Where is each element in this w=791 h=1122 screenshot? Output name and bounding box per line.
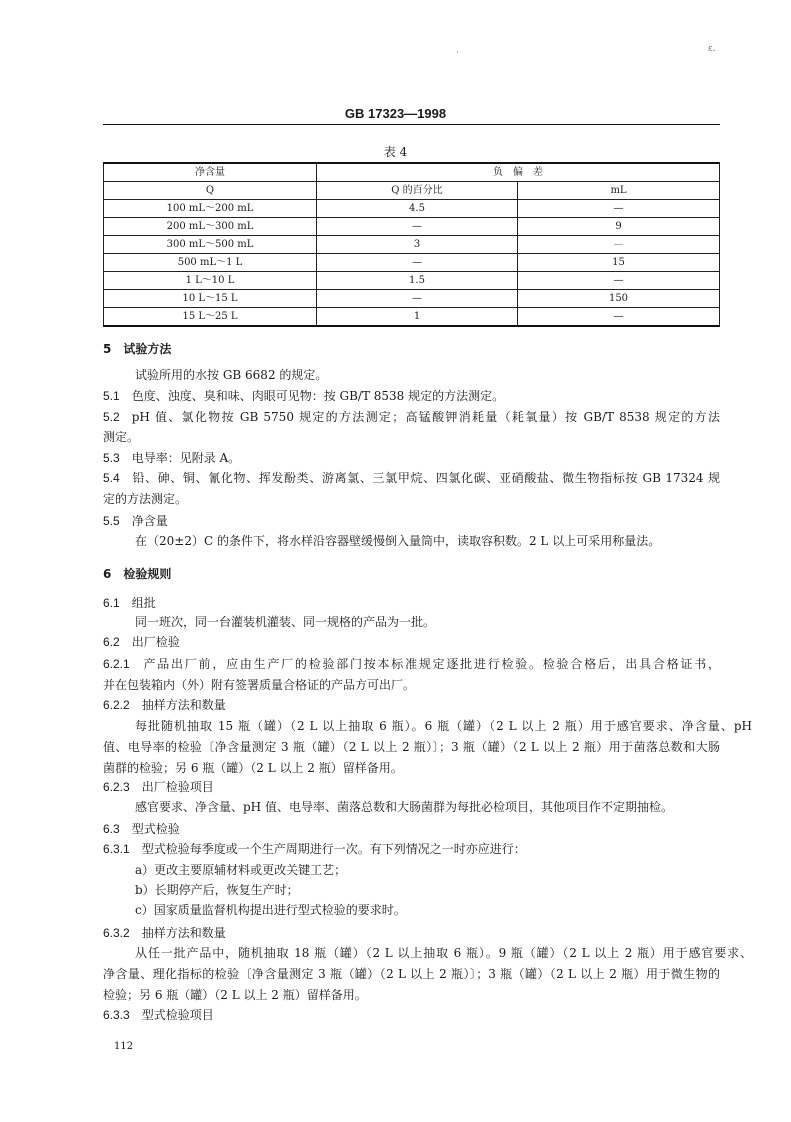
clause-number: 6.2.2 (103, 698, 130, 712)
page-number: 112 (114, 1041, 134, 1052)
table-row (104, 290, 720, 308)
clause-number: 6.1 (103, 596, 120, 610)
standard-code: GB 17323—1998 (344, 106, 447, 121)
cell-percent: 3 (317, 236, 518, 254)
clause-number: 5.5 (103, 514, 120, 528)
cell-ml: — (518, 308, 720, 327)
clause-6-3 (103, 821, 720, 837)
cell-percent: — (317, 218, 518, 236)
col-header-net-content: 净含量 (104, 163, 317, 182)
clause-5-2 (103, 409, 720, 425)
clause-6-2-3-text: 感官要求、净含量、pH 值、电导率、菌落总数和大肠菌群为每批必检项目，其他项目作不定期抽检。 (135, 800, 673, 814)
table-row (104, 272, 720, 290)
section-5-water-paragraph: 试验所用的水按 GB 6682 的规定。 (135, 368, 328, 382)
cell-net-content: 500 mL～1 L (104, 254, 317, 272)
section-5-heading: 5 试验方法 (103, 342, 172, 356)
clause-text: pH 值、氯化物按 GB 5750 规定的方法测定；高锰酸钾消耗量（耗氧量）按 GB/T 8538 规定的方法 (131, 410, 720, 424)
clause-title: 抽样方法和数量 (141, 698, 226, 712)
table-row (104, 308, 720, 327)
clause-5-4-continued: 定的方法测定。 (103, 492, 188, 506)
clause-title: 抽样方法和数量 (141, 926, 226, 940)
table-row (104, 236, 720, 254)
list-item-c: c）国家质量监督机构提出进行型式检验的要求时。 (135, 903, 406, 917)
table-row (104, 200, 720, 218)
list-item-a: a）更改主要原辅材料或更改关键工艺； (135, 863, 347, 877)
clause-6-3-2 (103, 925, 720, 941)
clause-title: 组批 (131, 596, 156, 610)
clause-number: 5.3 (103, 451, 120, 465)
clause-6-3-1 (103, 841, 720, 857)
clause-number: 6.3.1 (103, 842, 130, 856)
corner-mark: ε. (708, 44, 716, 54)
clause-6-2 (103, 634, 720, 650)
clause-6-2-2 (103, 697, 720, 713)
clause-6-2-2-line-3: 菌群的检验；另 6 瓶（罐）（2 L 以上 2 瓶）留样备用。 (103, 761, 403, 775)
cell-net-content: 1 L～10 L (104, 272, 317, 290)
cell-percent: 1 (317, 308, 518, 327)
cell-net-content: 200 mL～300 mL (104, 218, 317, 236)
clause-5-3 (103, 450, 720, 466)
clause-6-2-3 (103, 779, 720, 795)
clause-title: 出厂检验 (131, 635, 180, 649)
clause-6-1 (103, 595, 720, 611)
cell-percent: — (317, 290, 518, 308)
clause-text: 产品出厂前，应由生产厂的检验部门按本标准规定逐批进行检验。检验合格后，出具合格证书， (141, 657, 720, 671)
net-content-deviation-table (103, 162, 720, 327)
clause-5-5-text: 在（20±2）C 的条件下，将水样沿容器壁缓慢倒入量筒中，读取容积数。2 L 以上可采用称量法。 (135, 534, 661, 548)
clause-number: 6.2 (103, 635, 120, 649)
cell-ml: — (518, 200, 720, 218)
clause-number: 6.3.3 (103, 1008, 130, 1022)
clause-number: 5.4 (103, 471, 120, 485)
clause-6-2-2-line-2: 值、电导率的检验〔净含量测定 3 瓶（罐）（2 L 以上 2 瓶）〕；3 瓶（罐）（2 L 以上 2 瓶）用于菌落总数和大肠 (103, 740, 720, 754)
col-header-negative-deviation: 负 偏 差 (317, 163, 720, 182)
clause-text: 型式检验每季度或一个生产周期进行一次。有下列情况之一时亦应进行： (141, 842, 526, 856)
clause-number: 6.2.1 (103, 657, 130, 671)
clause-number: 6.3 (103, 822, 120, 836)
cell-ml: 150 (518, 290, 720, 308)
clause-6-3-3 (103, 1007, 720, 1023)
clause-5-4 (103, 470, 720, 486)
cell-percent: 1.5 (317, 272, 518, 290)
table-title: 表 4 (383, 145, 408, 159)
clause-title: 净含量 (131, 514, 168, 528)
cell-net-content: 10 L～15 L (104, 290, 317, 308)
cell-percent: — (317, 254, 518, 272)
clause-6-2-1-continued: 并在包装箱内（外）附有签署质量合格证的产品方可出厂。 (103, 678, 416, 692)
clause-number: 5.1 (103, 389, 120, 403)
cell-percent: 4.5 (317, 200, 518, 218)
table-row (104, 254, 720, 272)
clause-6-1-text: 同一班次，同一台灌装机灌装、同一规格的产品为一批。 (135, 615, 436, 629)
col-header-q-symbol: Q (104, 182, 317, 200)
clause-number: 5.2 (103, 410, 120, 424)
clause-title: 型式检验项目 (141, 1008, 214, 1022)
section-6-heading: 6 检验规则 (103, 567, 172, 581)
list-item-b: b）长期停产后，恢复生产时； (135, 883, 299, 897)
clause-text: 铅、砷、铜、氰化物、挥发酚类、游离氯、三氯甲烷、四氯化碳、亚硝酸盐、微生物指标按 GB 17324 规 (131, 471, 720, 485)
col-header-percent-of-q: Q 的百分比 (317, 182, 518, 200)
clause-6-3-2-line-2: 净含量、理化指标的检验〔净含量测定 3 瓶（罐）（2 L 以上 2 瓶）〕；3 瓶（罐）（2 L 以上 2 瓶）用于微生物的 (103, 967, 720, 981)
cell-ml: — (518, 272, 720, 290)
clause-title: 型式检验 (131, 822, 180, 836)
clause-text: 色度、浊度、臭和味、肉眼可见物：按 GB/T 8538 规定的方法测定。 (131, 389, 505, 403)
clause-5-5 (103, 513, 720, 529)
table-subheader-row (104, 182, 720, 200)
cell-ml: 9 (518, 218, 720, 236)
header-rule (103, 124, 720, 125)
clause-text: 电导率：见附录 A。 (131, 451, 241, 465)
cell-ml: 15 (518, 254, 720, 272)
clause-6-3-2-line-3: 检验；另 6 瓶（罐）（2 L 以上 2 瓶）留样备用。 (103, 988, 367, 1002)
scan-speck: · (456, 48, 459, 58)
clause-6-2-2-line-1: 每批随机抽取 15 瓶（罐）（2 L 以上抽取 6 瓶）。6 瓶（罐）（2 L 以上 2 瓶）用于感官要求、净含量、pH (135, 719, 752, 733)
cell-ml: — (518, 236, 720, 254)
table-row (104, 218, 720, 236)
clause-number: 6.2.3 (103, 780, 130, 794)
table-header-row (104, 163, 720, 182)
cell-net-content: 15 L～25 L (104, 308, 317, 327)
cell-net-content: 100 mL～200 mL (104, 200, 317, 218)
clause-5-2-continued: 测定。 (103, 430, 140, 444)
cell-net-content: 300 mL～500 mL (104, 236, 317, 254)
clause-number: 6.3.2 (103, 926, 130, 940)
clause-5-1 (103, 388, 720, 404)
clause-title: 出厂检验项目 (141, 780, 214, 794)
col-header-ml: mL (518, 182, 720, 200)
clause-6-3-2-line-1: 从任一批产品中，随机抽取 18 瓶（罐）（2 L 以上抽取 6 瓶）。9 瓶（罐）（2 L 以上 2 瓶）用于感官要求、 (135, 946, 752, 960)
clause-6-2-1 (103, 656, 720, 672)
